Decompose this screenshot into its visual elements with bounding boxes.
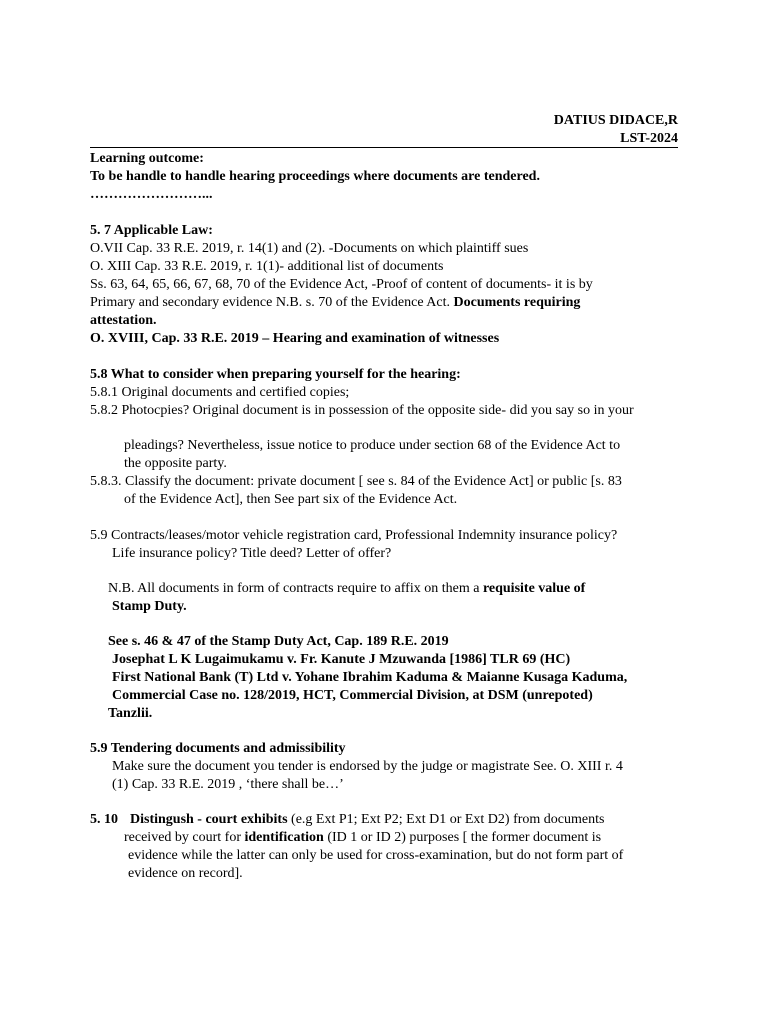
tender-heading: 5.9 Tendering documents and admissibility [90,741,346,756]
law-line-4 [90,294,580,312]
stamp-duty-note-cont: Stamp Duty. [112,599,187,614]
learning-dots: ……………………... [90,187,213,202]
tender-line-2: (1) Cap. 33 R.E. 2019 , ‘there shall be…’ [112,777,344,792]
law-line-4-bold: Documents requiring [453,295,581,310]
prep-item-3-cont: of the Evidence Act], then See part six of the Evidence Act. [124,492,458,507]
law-line-3: Ss. 63, 64, 65, 66, 67, 68, 70 of the Evidence Act, -Proof of content of documents- it is by [90,277,593,292]
ref-tanzlii: Tanzlii. [108,706,153,721]
tender-line-1: Make sure the document you tender is endorsed by the judge or magistrate See. O. XIII r. 4 [112,759,623,774]
learning-text: To be handle to handle hearing proceedings where documents are tendered. [90,169,540,184]
distinguish-line-1 [90,811,604,829]
distinguish-line-2-b: (ID 1 or ID 2) purposes [ the former document is [323,830,602,845]
law-line-5: attestation. [90,313,157,328]
distinguish-number: 5. 10 [90,812,118,827]
prep-item-2-cont: pleadings? Nevertheless, issue notice to produce under section 68 of the Evidence Act to [124,438,621,453]
law-line-2: O. XIII Cap. 33 R.E. 2019, r. 1(1)- additional list of documents [90,259,444,274]
ref-case-2-cont: Commercial Case no. 128/2019, HCT, Commercial Division, at DSM (unrepoted) [112,688,593,703]
header-divider [90,147,678,148]
distinguish-text: (e.g Ext P1; Ext P2; Ext D1 or Ext D2) from documents [287,812,605,827]
ref-stamp-duty-act: See s. 46 & 47 of the Stamp Duty Act, Cap. 189 R.E. 2019 [108,634,449,649]
distinguish-line-3: evidence while the latter can only be used for cross-examination, but do not form part of [128,848,624,863]
learning-heading: Learning outcome: [90,151,204,166]
distinguish-line-2 [124,829,601,847]
stamp-duty-note-text: N.B. All documents in form of contracts require to affix on them a [108,581,483,596]
law-line-1: O.VII Cap. 33 R.E. 2019, r. 14(1) and (2). -Documents on which plaintiff sues [90,241,529,256]
stamp-duty-note-bold: requisite value of [482,581,586,596]
contracts-line-1: 5.9 Contracts/leases/motor vehicle registration card, Professional Indemnity insurance policy? [90,528,618,543]
distinguish-bold: Distingush - court exhibits [130,812,288,827]
law-line-4-text: Primary and secondary evidence N.B. s. 70 of the Evidence Act. [90,295,454,310]
distinguish-identification: identification [244,830,324,845]
law-line-6: O. XVIII, Cap. 33 R.E. 2019 – Hearing and examination of witnesses [90,331,500,346]
contracts-line-2: Life insurance policy? Title deed? Letter of offer? [112,546,392,561]
prep-item-2: 5.8.2 Photocpies? Original document is in possession of the opposite side- did you say so in your [90,403,634,418]
prep-item-3: 5.8.3. Classify the document: private document [ see s. 84 of the Evidence Act] or public [s. 83 [90,474,622,489]
stamp-duty-note [108,580,585,598]
law-heading: 5. 7 Applicable Law: [90,223,213,238]
distinguish-line-2-a: received by court for [124,830,245,845]
document-code: LST-2024 [620,131,678,146]
ref-case-2: First National Bank (T) Ltd v. Yohane Ibrahim Kaduma & Maianne Kusaga Kaduma, [112,670,628,685]
ref-case-1: Josephat L K Lugaimukamu v. Fr. Kanute J Mzuwanda [1986] TLR 69 (HC) [112,652,571,667]
distinguish-line-4: evidence on record]. [128,866,243,881]
prep-item-1: 5.8.1 Original documents and certified copies; [90,385,350,400]
prep-item-2-cont2: the opposite party. [124,456,227,471]
prep-heading: 5.8 What to consider when preparing yourself for the hearing: [90,367,461,382]
author-name: DATIUS DIDACE,R [553,113,678,128]
